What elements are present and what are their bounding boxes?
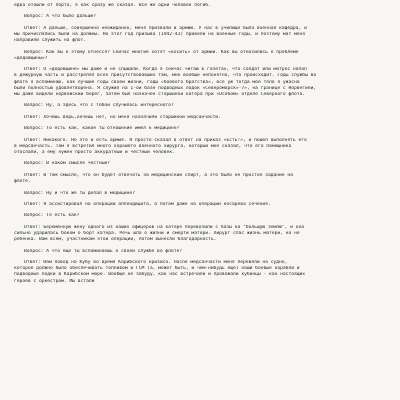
- text-line: в дежурную часть и расстрелял всех присутствовавших там, мне вообще непонятно, что происходит. Годы службы во: [14, 73, 317, 79]
- answer-line: Ответ: Хочешь верь,хочешь нет, но меня назначили старшиной медсанчасти.: [24, 114, 221, 120]
- text-line: ребенка. Вам всем, участникам этой операции, потом вынесли благодарность.: [14, 237, 217, 243]
- text-line: «дедовщины»?: [14, 55, 48, 61]
- text-line: флоте.: [14, 179, 31, 185]
- text-line: направили служить на флот.: [14, 38, 87, 44]
- question-line: Вопрос: А что еще ты вспоминаешь о своей службе во флоте?: [24, 248, 183, 254]
- question-line: Вопрос: То есть как?: [24, 213, 80, 219]
- answer-line: Ответ: Нам повод на Кубу во время Карибского кризиса. После медсанчасти меня перевели на судно,: [24, 260, 288, 266]
- question-line: Вопрос: В каком смысле честный?: [24, 161, 110, 167]
- question-line: Вопрос: Ну и что же ты делал в медицине?: [24, 190, 135, 196]
- answer-line: Ответ: Я ассистировал на операции аппендицита, а потом даже на операции кесарева сечения.: [24, 202, 271, 207]
- answer-line: Ответ: Никакого. Но это и есть армия. Я просто сказал в ответ на приказ «Есть!», и пошел выполнять его: [24, 137, 307, 143]
- text-line: которое должно было обеспечивать топливом и ГСМ (а, может быть, и чем-нибудь еще) наши боевые корабли и: [14, 266, 300, 272]
- text-line: в медсанчасть. Там я встретил много хорошего военного хирурга, который мне сказал, что его помощника: [14, 143, 292, 149]
- answer-line: Ответ: Беременную жену одного из наших офицеров на катере перевозили с базы на "большую землю", и она: [24, 224, 304, 230]
- answer-line: Ответ: О «дедовщине» мы даже и не слышали. Когда я сейчас читаю в газетах, что солдат или матрос напал: [24, 67, 307, 73]
- question-line: Вопрос: Как вы к этому отнесся? Сейчас многие хотят «косить» от армии. Как вы относились к проблеме: [24, 49, 299, 55]
- text-line: мы причислялись были на должны. Но этот год призыва (1942-43) привели на военные годы, и поэтому мат меня: [14, 32, 306, 38]
- question-line: Вопрос: То есть как, какое ты отношение имел к медицине?: [24, 126, 180, 132]
- text-line: флоте я вспоминаю, как лучшие годы своей жизни, годы «боевого братства», все уж тогда мое тело я ужасно: [14, 79, 300, 85]
- question-line: Вопрос: Ну, а здесь что с тобой случилось интересного?: [24, 103, 174, 109]
- answer-line: Ответ: В том смысле, что он будет отвечать за медицинский спирт, а это было не простое задание на: [24, 172, 293, 178]
- text-line: мы даже видели норвежский берег, затем был назначен старшиной катера при «Особом» отделе Северного флота.: [14, 91, 306, 97]
- text-line: героев с оркестром. Мы встали: [14, 278, 95, 284]
- text-line: подводные лодки в Карибском море. Вообще не забуду, как нас встречали и провожали кубинцы - как настоящих: [14, 272, 306, 278]
- text-line: сильно ударилась боком о борт катера. Речь шла о жизни и смерти матери. Хирург спас жизнь матери, но не: [14, 231, 300, 237]
- text-line: были полностью удовлетворена. Я служил на 1-ой базе подводных лодок «Североморск»-7», на границе с Норвегией,: [14, 85, 317, 91]
- question-line: Вопрос: А что было дальше?: [24, 14, 97, 20]
- answer-line: Ответ: А дальше, совершенно неожиданно, меня призвали в армию. У нас в училище была военная кафедра, и: [24, 25, 307, 31]
- text-line: едва отошли от порта, я как сразу же сказал. Все же одни человек погиб.: [14, 3, 211, 8]
- text-line: отослали, а ему нужен просто аккуратный и честный человек.: [14, 150, 175, 156]
